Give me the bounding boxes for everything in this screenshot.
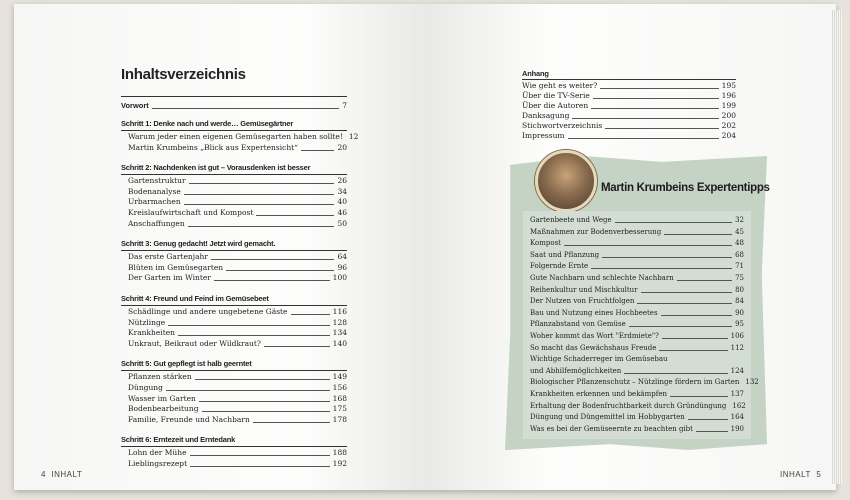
leader-line — [629, 326, 732, 327]
entry-page: 32 — [735, 216, 744, 224]
toc-entry[interactable] — [128, 404, 347, 414]
leader-line — [178, 335, 330, 336]
entry-page: 80 — [735, 285, 744, 294]
page-number: 4 — [41, 470, 46, 479]
entry-label: Kreislaufwirtschaft und Kompost — [128, 208, 254, 217]
toc-entry-vorwort[interactable]: Vorwort 7 — [121, 101, 347, 110]
expert-tip-entry[interactable] — [530, 251, 744, 260]
leader-line — [677, 280, 732, 281]
entry-label: Über die TV-Serie — [522, 91, 590, 100]
entry-label: Wie geht es weiter? — [522, 81, 598, 90]
entry-page: 96 — [337, 262, 347, 272]
expert-tip-entry[interactable] — [530, 239, 744, 248]
entry-label: Woher kommt das Wort "Erdmiete"? — [530, 332, 659, 340]
entry-page: 140 — [332, 338, 347, 348]
entry-page: 156 — [332, 383, 347, 392]
leader-line — [211, 259, 334, 260]
expert-tip-entry[interactable] — [530, 344, 744, 353]
leader-line — [184, 204, 335, 205]
divider — [121, 305, 347, 306]
entry-page: 71 — [735, 262, 744, 271]
toc-entry[interactable] — [128, 372, 347, 382]
divider — [121, 96, 347, 97]
toc-entry[interactable] — [128, 219, 347, 229]
toc-entry[interactable] — [128, 415, 347, 425]
entry-page: 106 — [730, 332, 744, 340]
section-heading[interactable]: Schritt 6: Erntezeit und Erntedank — [121, 435, 236, 445]
entry-page: 50 — [337, 218, 347, 228]
anhang-entry[interactable] — [522, 81, 736, 91]
entry-page: 26 — [337, 176, 347, 186]
entry-page: 202 — [721, 121, 736, 130]
leader-line — [190, 466, 330, 467]
leader-line — [291, 314, 330, 315]
entry-page: 137 — [730, 390, 744, 398]
entry-page: 48 — [735, 239, 744, 248]
entry-label: Bodenbearbeitung — [128, 404, 199, 414]
leader-line — [184, 194, 335, 195]
section-heading[interactable]: Schritt 4: Freund und Feind im Gemüsebeet — [121, 294, 269, 303]
entry-page: 128 — [332, 317, 347, 327]
entry-page: 12 — [348, 132, 359, 141]
expert-tip-entry[interactable] — [530, 286, 744, 295]
leader-line — [688, 419, 728, 420]
entry-label: Lieblingsrezept — [128, 459, 188, 468]
entry-label: Warum jeder einen eigenen Gemüsegarten haben sollte! — [128, 132, 343, 141]
entry-label: Wasser im Garten — [128, 393, 196, 403]
entry-label: Bau und Nutzung eines Hochbeetes — [530, 308, 658, 317]
leader-line — [189, 183, 335, 184]
section-heading[interactable]: Schritt 1: Denke nach und werde… Gemüsegärtner — [121, 119, 294, 128]
expert-tip-entry[interactable] — [530, 262, 744, 271]
leader-line — [202, 411, 330, 412]
leader-line — [226, 270, 334, 271]
expert-tip-entry[interactable] — [530, 309, 744, 318]
entry-page: 188 — [332, 448, 347, 458]
author-portrait — [535, 150, 597, 212]
toc-entry[interactable] — [128, 208, 347, 218]
leader-line — [190, 455, 330, 456]
entry-page: 34 — [337, 186, 347, 196]
entry-label: Erhaltung der Bodenfruchtbarkeit durch Gründüngung — [530, 401, 727, 410]
entry-label: Über die Autoren — [522, 101, 589, 110]
expert-tip-entry[interactable] — [530, 274, 744, 283]
leader-line — [568, 138, 719, 139]
entry-page: 192 — [332, 459, 347, 468]
toc-title: Inhaltsverzeichnis — [121, 66, 246, 83]
entry-label: Unkraut, Beikraut oder Wildkraut? — [128, 338, 261, 348]
leader-line — [615, 222, 732, 223]
entry-label: Schädlinge und andere ungebetene Gäste — [128, 307, 288, 316]
toc-entry[interactable] — [128, 187, 347, 197]
toc-entry[interactable] — [128, 394, 347, 404]
leader-line — [637, 303, 732, 304]
entry-label: Familie, Freunde und Nachbarn — [128, 414, 250, 424]
entry-label: Gartenstruktur — [128, 176, 186, 186]
entry-label: Martin Krumbeins „Blick aus Expertensicht“ — [128, 142, 298, 152]
entry-page: 46 — [337, 208, 347, 217]
entry-label: Das erste Gartenjahr — [128, 252, 208, 262]
entry-page: 195 — [721, 81, 736, 90]
leader-line — [661, 315, 733, 316]
section-heading[interactable]: Schritt 2: Nachdenken ist gut – Vorausdenken ist besser — [121, 163, 311, 173]
divider — [121, 174, 347, 175]
section-heading[interactable]: Schritt 3: Genug gedacht! Jetzt wird gemacht. — [121, 239, 276, 249]
toc-entry[interactable] — [128, 252, 347, 262]
entry-label: Gute Nachbarn und schlechte Nachbarn — [530, 274, 674, 282]
leader-line — [591, 268, 732, 269]
entry-page: 75 — [735, 274, 744, 282]
entry-page: 149 — [332, 372, 347, 382]
entry-label: Kompost — [530, 239, 561, 248]
divider — [121, 446, 347, 447]
entry-label: Reihenkultur und Mischkultur — [530, 285, 638, 294]
entry-page: 64 — [337, 252, 347, 262]
toc-entry[interactable] — [128, 132, 359, 142]
leader-line — [659, 350, 727, 351]
entry-label: und Abhilfemöglichkeiten — [530, 366, 622, 375]
toc-entry[interactable] — [128, 339, 347, 349]
leader-line — [641, 292, 733, 293]
entry-label: Krankheiten erkennen und bekämpfen — [530, 390, 667, 398]
leader-line — [624, 373, 727, 374]
leader-line — [670, 396, 728, 397]
leader-line — [664, 234, 732, 235]
toc-entry[interactable] — [128, 263, 347, 273]
entry-page: 190 — [730, 424, 744, 433]
entry-label: Urbarmachen — [128, 197, 181, 207]
leader-line — [662, 338, 728, 339]
leader-line — [572, 118, 718, 119]
leader-line — [188, 226, 335, 227]
entry-page: 95 — [735, 320, 744, 329]
entry-label: Pflanzen stärken — [128, 372, 192, 382]
divider — [121, 250, 347, 251]
expert-tip-entry[interactable] — [530, 402, 744, 411]
expert-tip-entry[interactable] — [530, 332, 744, 341]
leader-line — [593, 98, 719, 99]
leader-line — [602, 257, 732, 258]
entry-page: 164 — [730, 413, 744, 422]
left-page — [14, 4, 425, 490]
entry-label: Gartenbeete und Wege — [530, 216, 612, 224]
entry-label: Saat und Pflanzung — [530, 250, 600, 259]
toc-entry[interactable] — [128, 143, 347, 153]
entry-page: 204 — [721, 131, 736, 140]
toc-entry[interactable] — [128, 328, 347, 338]
footer-label: INHALT — [51, 470, 83, 479]
right-page — [425, 4, 836, 490]
leader-line — [264, 346, 330, 347]
entry-page: 112 — [730, 343, 744, 352]
expert-tip-entry[interactable] — [530, 216, 744, 225]
entry-page: 199 — [721, 101, 736, 110]
entry-page: 175 — [332, 404, 347, 414]
entry-page: 168 — [332, 393, 347, 403]
entry-page: 90 — [735, 308, 744, 317]
leader-line — [168, 325, 329, 326]
entry-label: Düngung und Düngemittel im Hobbygarten — [530, 413, 685, 422]
entry-page: 200 — [721, 111, 736, 120]
leader-line — [301, 150, 334, 151]
entry-label: Nützlinge — [128, 317, 166, 327]
page-number: 5 — [816, 470, 822, 479]
entry-label: Stichwortverzeichnis — [522, 121, 603, 130]
toc-entry[interactable] — [128, 383, 347, 393]
toc-entry[interactable] — [128, 176, 347, 186]
expert-tip-entry[interactable] — [530, 390, 744, 399]
anhang-entry[interactable] — [522, 91, 736, 101]
entry-label: Düngung — [128, 383, 163, 392]
entry-label: Bodenanalyse — [128, 186, 181, 196]
entry-label: Was es bei der Gemüseernte zu beachten gibt — [530, 424, 693, 433]
entry-page: 116 — [332, 307, 347, 316]
expert-tip-entry[interactable] — [530, 228, 744, 237]
leader-line — [564, 245, 732, 246]
entry-label: Pflanzabstand von Gemüse — [530, 320, 626, 329]
entry-label: Impressum — [522, 131, 565, 140]
entry-label: Danksagung — [522, 111, 570, 120]
expert-tip-entry[interactable] — [530, 297, 744, 306]
anhang-entry[interactable] — [522, 131, 736, 141]
divider — [121, 130, 347, 131]
toc-entry[interactable] — [128, 318, 347, 328]
entry-page: 124 — [730, 366, 744, 375]
anhang-entry[interactable] — [522, 111, 736, 121]
entry-label: Lohn der Mühe — [128, 448, 187, 458]
expert-tip-entry[interactable] — [530, 367, 744, 376]
page-edges — [832, 10, 842, 484]
entry-label: Wichtige Schaderreger im Gemüsebau — [530, 355, 668, 364]
open-book — [14, 4, 836, 490]
divider — [121, 370, 347, 371]
leader-line — [253, 422, 330, 423]
expert-tip-entry[interactable] — [530, 425, 744, 434]
leader-line — [591, 108, 718, 109]
leader-line — [696, 431, 728, 432]
anhang-heading: Anhang — [522, 69, 549, 78]
leader-line — [166, 390, 330, 391]
entry-page: 132 — [745, 378, 759, 387]
entry-page: 68 — [735, 250, 744, 259]
expert-tip-entry[interactable] — [530, 378, 759, 387]
expert-tip-entry[interactable] — [530, 355, 744, 364]
toc-entry[interactable] — [128, 459, 347, 469]
leader-line — [600, 88, 718, 89]
entry-label: Maßnahmen zur Bodenverbesserung — [530, 227, 662, 236]
leader-line — [214, 280, 330, 281]
section-heading[interactable]: Schritt 5: Gut gepflegt ist halb geerntet — [121, 359, 252, 369]
entry-label: Anschaffungen — [128, 218, 185, 228]
entry-label: Biologischer Pflanzenschutz – Nützlinge fördern im Garten — [530, 378, 740, 387]
entry-page: 134 — [332, 328, 347, 338]
toc-entry[interactable] — [128, 307, 347, 317]
toc-entry[interactable] — [128, 448, 347, 458]
expert-tips-title: Martin Krumbeins Expertentipps — [601, 182, 770, 194]
footer-label: INHALT — [780, 470, 811, 479]
footer-right — [780, 470, 821, 479]
entry-page: 20 — [337, 142, 347, 152]
leader-line — [256, 215, 334, 216]
expert-tip-entry[interactable] — [530, 413, 744, 422]
entry-page: 84 — [735, 297, 744, 306]
entry-page: 178 — [332, 414, 347, 424]
entry-page: 100 — [332, 273, 347, 283]
leader-line — [195, 379, 330, 380]
entry-label: Blüten im Gemüsegarten — [128, 262, 224, 272]
anhang-entry[interactable] — [522, 121, 736, 131]
entry-page: 162 — [732, 401, 746, 410]
entry-label: Folgernde Ernte — [530, 262, 589, 271]
entry-page: 45 — [735, 227, 744, 236]
anhang-entry[interactable] — [522, 101, 736, 111]
footer-left — [41, 470, 82, 479]
entry-label: Krankheiten — [128, 328, 175, 338]
entry-page: 40 — [337, 197, 347, 207]
toc-entry[interactable] — [128, 197, 347, 207]
entry-label: Der Nutzen von Fruchtfolgen — [530, 297, 635, 306]
entry-label: Der Garten im Winter — [128, 273, 211, 283]
entry-page: 196 — [721, 91, 736, 100]
toc-entry[interactable] — [128, 273, 347, 283]
entry-label: So macht das Gewächshaus Freude — [530, 343, 657, 352]
expert-tip-entry[interactable] — [530, 320, 744, 329]
leader-line — [605, 128, 718, 129]
divider — [522, 79, 736, 80]
leader-line — [199, 401, 330, 402]
